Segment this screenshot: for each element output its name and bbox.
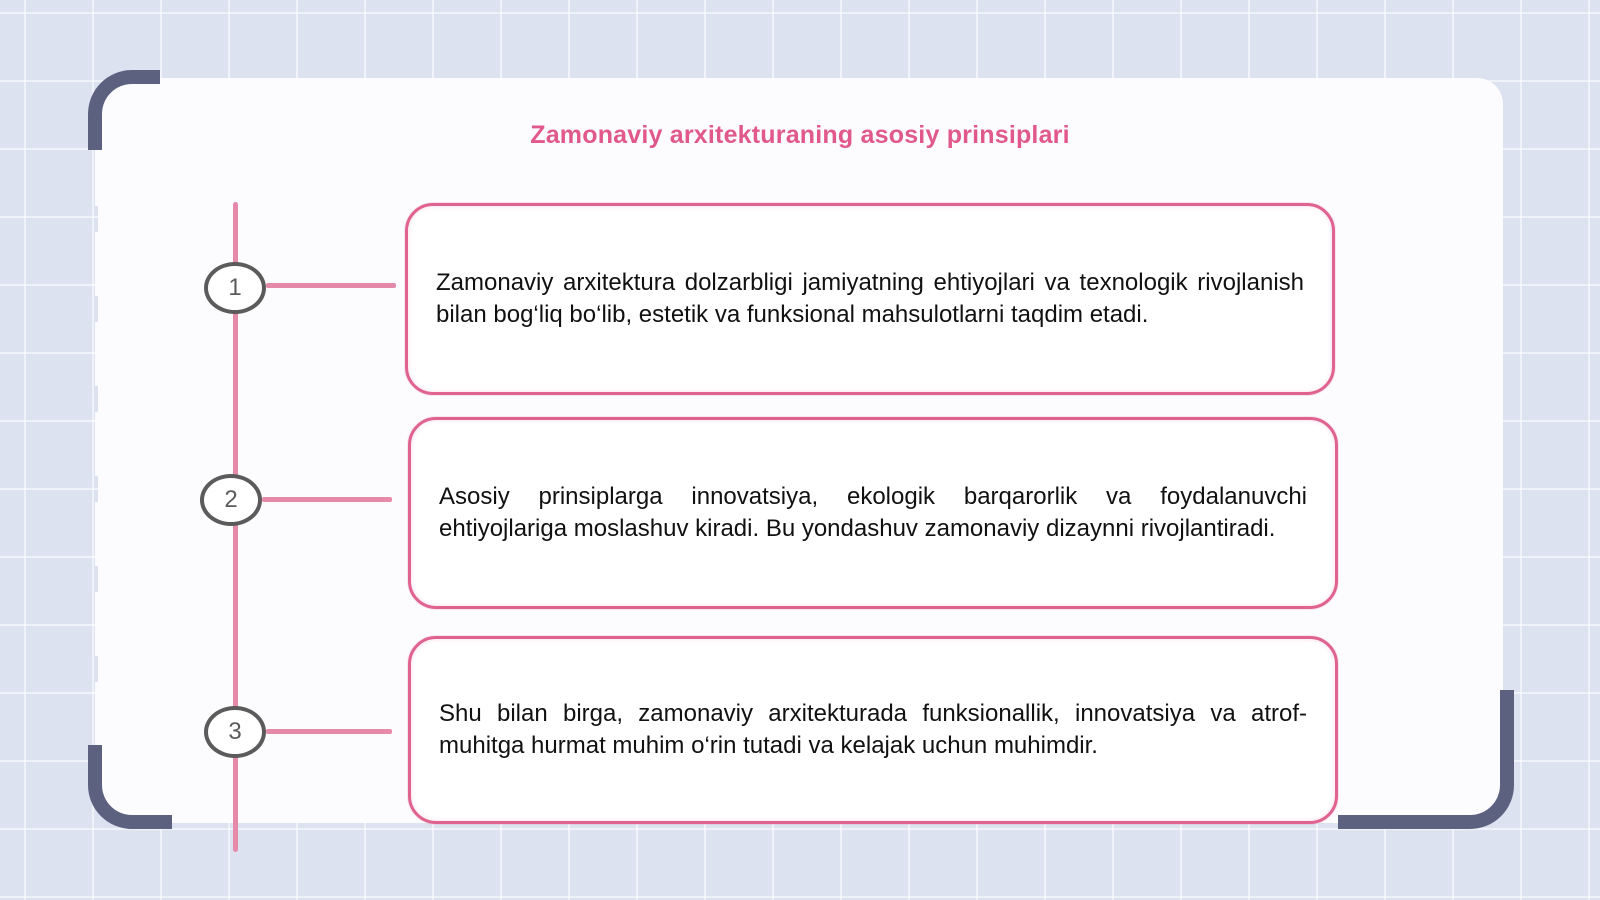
- frame-corner-bottom-right: [1338, 690, 1514, 829]
- step-number: 1: [228, 274, 242, 301]
- step-number: 2: [224, 486, 238, 513]
- step-number-badge: [204, 262, 266, 314]
- step-text-box: [408, 417, 1338, 609]
- step-number-badge: [204, 706, 266, 758]
- timeline-connector: [262, 497, 392, 502]
- step-number: 3: [228, 718, 242, 745]
- timeline-connector: [266, 729, 392, 734]
- step-text-box: [405, 203, 1335, 395]
- frame-corner-bottom-left: [88, 745, 172, 829]
- step-number-badge: [200, 474, 262, 526]
- step-text: Shu bilan birga, zamonaviy arxitekturada funksionallik, innovatsiya va atrof-muhitga hurmat muhim o‘rin tutadi va kelajak uchun muhimdir.: [439, 700, 1307, 759]
- step-text: Zamonaviy arxitektura dolzarbligi jamiyatning ehtiyojlari va texnologik rivojlanish bilan bog‘liq bo‘lib, estetik va funksional mahsulotlarni taqdim etadi.: [436, 269, 1304, 328]
- step-text-box: [408, 636, 1338, 824]
- timeline-connector: [266, 283, 396, 288]
- step-text: Asosiy prinsiplarga innovatsiya, ekologik barqarorlik va foydalanuvchi ehtiyojlariga moslashuv kiradi. Bu yondashuv zamonaviy dizaynni rivojlantiradi.: [439, 483, 1307, 542]
- slide-title: Zamonaviy arxitekturaning asosiy prinsiplari: [530, 121, 1070, 149]
